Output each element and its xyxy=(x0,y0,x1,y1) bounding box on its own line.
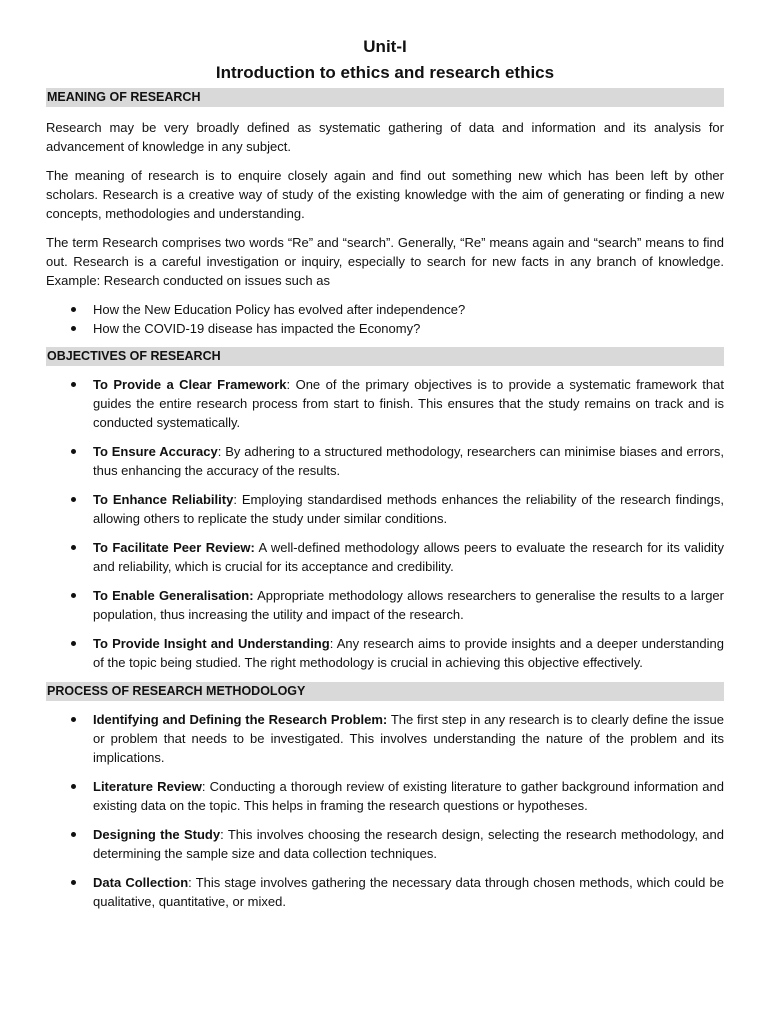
process-text: The first step in any research is to clearly define the issue or problem that needs to be investigated. This involves understanding the nature of the problem and its implications. xyxy=(93,712,724,765)
process-term: Identifying and Defining the Research Problem: xyxy=(93,712,388,727)
objective-term: To Ensure Accuracy xyxy=(93,444,218,459)
process-separator: : xyxy=(220,827,228,842)
process-text: This involves choosing the research design, selecting the research methodology, and determining the sample size and data collection techniques. xyxy=(93,827,724,861)
objective-term: To Enable Generalisation: xyxy=(93,588,254,603)
process-term: Data Collection xyxy=(93,875,189,890)
bullet-icon xyxy=(71,641,76,646)
bullet-icon xyxy=(71,449,76,454)
objectives-list xyxy=(46,375,724,672)
example-text: How the COVID-19 disease has impacted the Economy? xyxy=(93,321,421,336)
objective-separator: : xyxy=(286,377,296,392)
process-separator: : xyxy=(201,779,210,794)
section-heading-objectives: OBJECTIVES OF RESEARCH xyxy=(46,347,724,366)
process-separator: : xyxy=(188,875,196,890)
list-item xyxy=(46,710,724,767)
bullet-icon xyxy=(71,545,76,550)
bullet-icon xyxy=(71,326,76,331)
bullet-icon xyxy=(71,382,76,387)
process-list xyxy=(46,710,724,911)
example-text: How the New Education Policy has evolved after independence? xyxy=(93,302,466,317)
list-item xyxy=(46,375,724,432)
section-heading-process: PROCESS OF RESEARCH METHODOLOGY xyxy=(46,682,724,701)
objective-term: To Enhance Reliability xyxy=(93,492,234,507)
objective-separator: : xyxy=(233,492,242,507)
list-item xyxy=(46,586,724,624)
objective-term: To Provide Insight and Understanding xyxy=(93,636,330,651)
objective-text: Appropriate methodology allows researchers to generalise the results to a larger population, thus increasing the utility and impact of the research. xyxy=(93,588,724,622)
process-term: Designing the Study xyxy=(93,827,221,842)
objective-separator: : xyxy=(329,636,337,651)
list-item xyxy=(46,873,724,911)
process-text: Conducting a thorough review of existing literature to gather background information and existing data on the topic. This helps in framing the research questions or hypotheses. xyxy=(93,779,724,813)
objective-text: One of the primary objectives is to provide a systematic framework that guides the entire research process from start to finish. This ensures that the study remains on track and is conducted systematically. xyxy=(93,377,724,430)
list-item xyxy=(46,634,724,672)
objective-text: A well-defined methodology allows peers to evaluate the research for its validity and reliability, which is crucial for its acceptance and credibility. xyxy=(93,540,724,574)
unit-label: Unit-I xyxy=(363,37,407,56)
process-term: Literature Review xyxy=(93,779,202,794)
document-page xyxy=(46,0,724,921)
objective-text: By adhering to a structured methodology, researchers can minimise biases and errors, thus enhancing the accuracy of the results. xyxy=(93,444,724,478)
bullet-icon xyxy=(71,593,76,598)
list-item xyxy=(46,442,724,480)
bullet-icon xyxy=(71,717,76,722)
list-item xyxy=(46,538,724,576)
page-title: Introduction to ethics and research ethics xyxy=(215,63,555,82)
objective-text: Employing standardised methods enhances the reliability of the research findings, allowing others to replicate the study under similar conditions. xyxy=(93,492,725,526)
meaning-paragraph-1: Research may be very broadly defined as systematic gathering of data and information and its analysis for advancement of knowledge in any subject. xyxy=(46,120,724,154)
bullet-icon xyxy=(71,880,76,885)
bullet-icon xyxy=(71,784,76,789)
meaning-paragraph-3: The term Research comprises two words “Re” and “search”. Generally, “Re” means again and “search” means to find out. Research is a careful investigation or inquiry, especially to search for new facts in any branch of knowledge. Example: Research conducted on issues such as xyxy=(46,235,724,288)
example-list xyxy=(46,300,724,338)
objective-term: To Provide a Clear Framework xyxy=(93,377,287,392)
bullet-icon xyxy=(71,832,76,837)
list-item xyxy=(46,825,724,863)
bullet-icon xyxy=(71,307,76,312)
list-item xyxy=(46,777,724,815)
list-item xyxy=(46,490,724,528)
process-text: This stage involves gathering the necessary data through chosen methods, which could be qualitative, quantitative, or mixed. xyxy=(93,875,724,909)
meaning-paragraph-2: The meaning of research is to enquire closely again and find out something new which has been left by other scholars. Research is a creative way of study of the existing knowledge with the aim of generating or finding a new concepts, methodologies and understanding. xyxy=(46,168,724,221)
objective-term: To Facilitate Peer Review: xyxy=(93,540,255,555)
bullet-icon xyxy=(71,497,76,502)
list-item xyxy=(46,300,724,319)
objective-separator: : xyxy=(217,444,226,459)
objective-text: Any research aims to provide insights and a deeper understanding of the topic being studied. The right methodology is crucial in achieving this objective effectively. xyxy=(93,636,724,670)
list-item xyxy=(46,319,724,338)
section-heading-meaning: MEANING OF RESEARCH xyxy=(46,88,724,107)
